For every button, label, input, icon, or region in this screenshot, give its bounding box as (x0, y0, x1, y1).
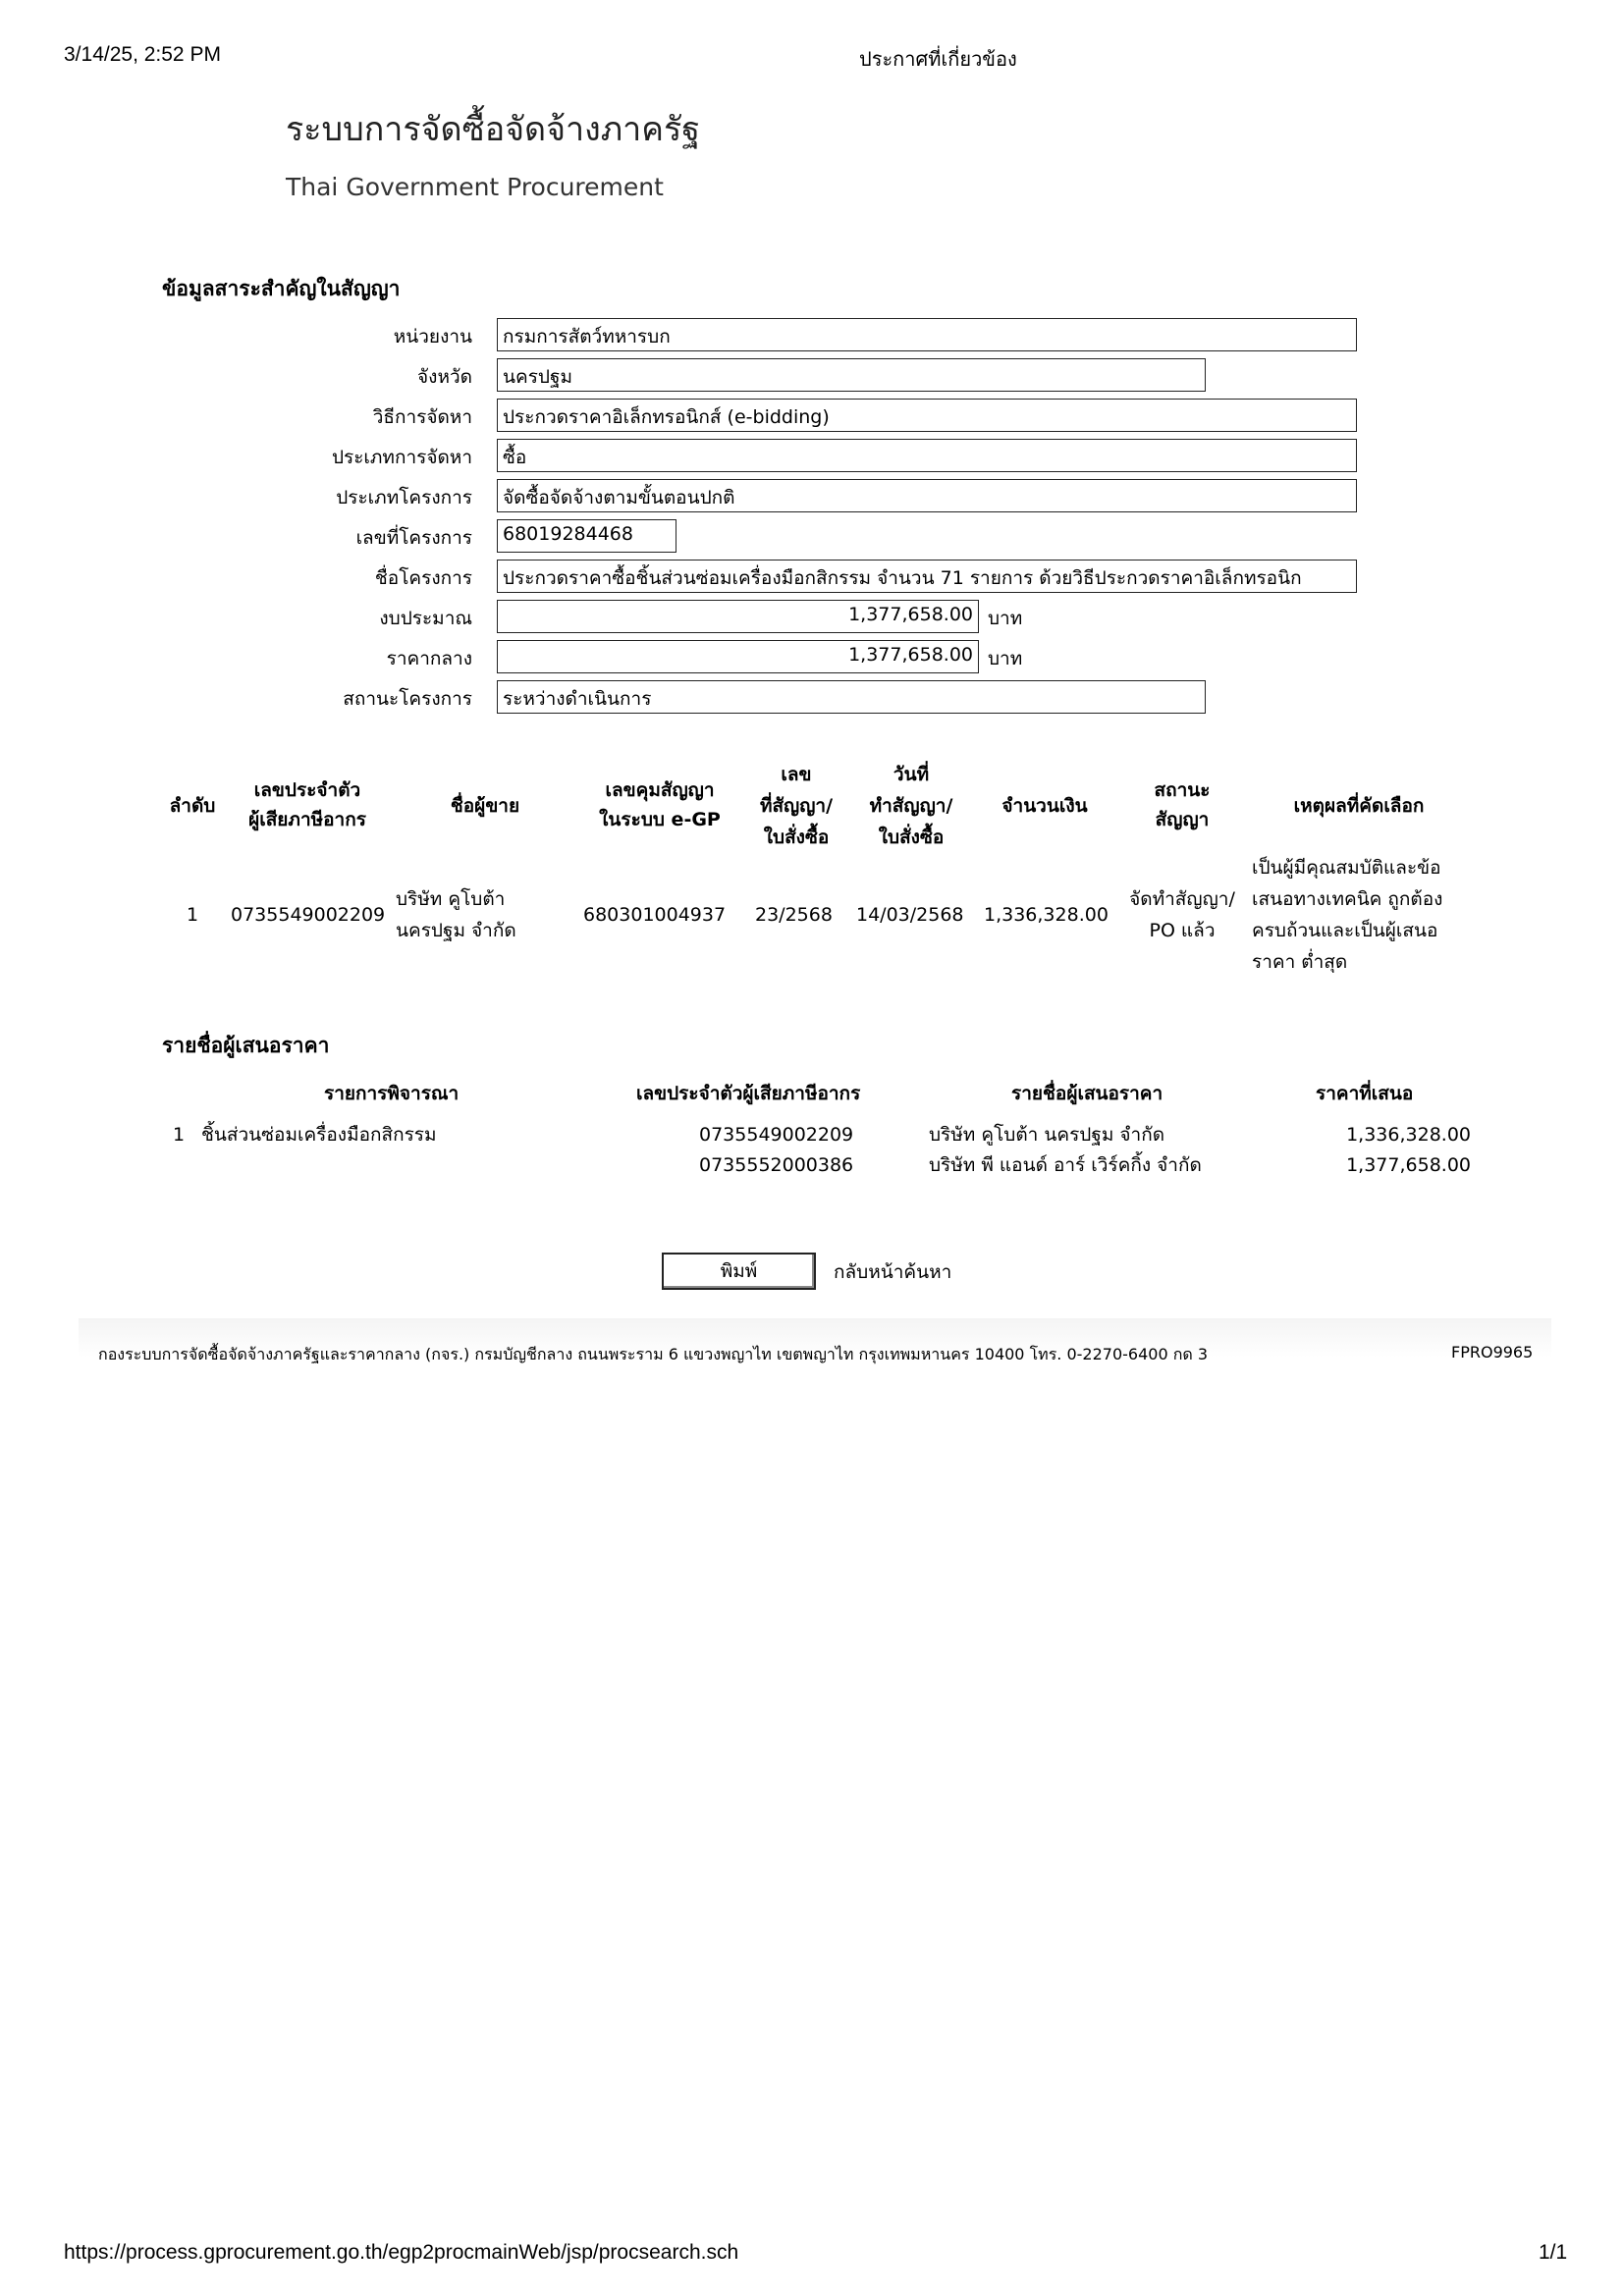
median-price-field: 1,377,658.00 (497, 640, 979, 673)
row-status (0, 680, 1623, 714)
bid-item-seq: 1 (173, 1124, 186, 1146)
row-proc-type (0, 439, 1623, 472)
cell-egp-no: 680301004937 (583, 904, 727, 926)
th-date-1: วันที่ (893, 764, 930, 785)
cell-reason-3: ครบถ้วนและเป็นผู้เสนอ (1252, 920, 1438, 941)
bid-tax-id: 0735552000386 (699, 1154, 854, 1176)
cell-status-2: PO แล้ว (1149, 920, 1216, 941)
cell-reason-4: ราคา ต่ำสุด (1252, 951, 1348, 973)
th-date-3: ใบสั่งซื้อ (878, 827, 945, 848)
brand-title-th: ระบบการจัดซื้อจัดจ้างภาครัฐ (286, 110, 701, 149)
agency-label: หน่วยงาน (393, 326, 472, 347)
method-field: ประกวดราคาอิเล็กทรอนิกส์ (e-bidding) (497, 399, 1357, 432)
proc-type-field: ซื้อ (497, 439, 1357, 472)
th-seq: ลำดับ (169, 795, 216, 817)
cell-date: 14/03/2568 (856, 904, 964, 926)
cell-tax-id: 0735549002209 (231, 904, 386, 926)
bid-tax-id: 0735549002209 (699, 1124, 854, 1146)
row-project-name (0, 560, 1623, 593)
footer-code: FPRO9965 (1451, 1343, 1534, 1362)
th-bid-price: ราคาที่เสนอ (1316, 1083, 1414, 1104)
median-price-unit: บาท (988, 648, 1023, 669)
bid-price: 1,336,328.00 (1346, 1124, 1471, 1146)
cell-status-1: จัดทำสัญญา/ (1129, 888, 1235, 910)
cell-reason-1: เป็นผู้มีคุณสมบัติและข้อ (1252, 857, 1441, 879)
bid-name: บริษัท พี แอนด์ อาร์ เวิร์คกิ้ง จำกัด (929, 1154, 1202, 1176)
bid-name: บริษัท คูโบต้า นครปฐม จำกัด (929, 1124, 1165, 1146)
print-page-title: ประกาศที่เกี่ยวข้อง (859, 47, 1017, 71)
th-status-2: สัญญา (1155, 809, 1210, 830)
footer-text: กองระบบการจัดซื้อจัดจ้างภาครัฐและราคากลาง (กจร.) กรมบัญชีกลาง ถนนพระราม 6 แขวงพญาไท เขตพญาไท กรุงเทพมหานคร 10400 โทร. 0-2270-6400 กด 3 (98, 1345, 1209, 1363)
province-field: นครปฐม (497, 358, 1206, 392)
th-status-1: สถานะ (1154, 779, 1211, 801)
print-button[interactable]: พิมพ์ (662, 1253, 816, 1290)
th-seller: ชื่อผู้ขาย (450, 795, 520, 817)
th-contract-no-3: ใบสั่งซื้อ (763, 827, 830, 848)
th-amount: จำนวนเงิน (1001, 795, 1088, 817)
cell-seq: 1 (186, 904, 199, 926)
budget-label: งบประมาณ (379, 608, 472, 629)
th-tax-id-1: เลขประจำตัว (253, 779, 361, 801)
row-agency (0, 318, 1623, 351)
cell-reason-2: เสนอทางเทคนิค ถูกต้อง (1252, 888, 1443, 910)
print-datetime: 3/14/25, 2:52 PM (64, 43, 221, 66)
project-name-label: ชื่อโครงการ (374, 567, 472, 589)
median-price-label: ราคากลาง (386, 648, 472, 669)
th-bid-tax-id: เลขประจำตัวผู้เสียภาษีอากร (636, 1083, 861, 1104)
th-contract-no-2: ที่สัญญา/ (759, 795, 834, 817)
print-url: https://process.gprocurement.go.th/egp2procmainWeb/jsp/procsearch.sch (64, 2241, 739, 2264)
bid-price: 1,377,658.00 (1346, 1154, 1471, 1176)
back-to-search-link[interactable]: กลับหน้าค้นหา (834, 1261, 952, 1283)
project-no-field: 68019284468 (497, 519, 676, 553)
row-project-type (0, 479, 1623, 512)
project-name-field: ประกวดราคาซื้อชิ้นส่วนซ่อมเครื่องมือกสิกรรม จำนวน 71 รายการ ด้วยวิธีประกวดราคาอิเล็กทรอนิก (497, 560, 1357, 593)
row-province (0, 358, 1623, 392)
status-label: สถานะโครงการ (343, 688, 472, 710)
row-project-no (0, 519, 1623, 553)
cell-seller-1: บริษัท คูโบต้า (396, 888, 506, 910)
status-field: ระหว่างดำเนินการ (497, 680, 1206, 714)
th-contract-no-1: เลข (781, 764, 812, 785)
brand-title-en: Thai Government Procurement (286, 173, 664, 201)
th-bid-item: รายการพิจารณา (324, 1083, 460, 1104)
budget-unit: บาท (988, 608, 1023, 629)
th-tax-id-2: ผู้เสียภาษีอากร (248, 809, 366, 830)
project-type-label: ประเภทโครงการ (336, 487, 472, 508)
row-method (0, 399, 1623, 432)
project-no-label: เลขที่โครงการ (355, 527, 472, 549)
cell-seller-2: นครปฐม จำกัด (396, 920, 516, 941)
proc-type-label: ประเภทการจัดหา (331, 447, 472, 468)
contract-info-heading: ข้อมูลสาระสำคัญในสัญญา (162, 277, 401, 300)
row-median-price (0, 640, 1623, 673)
th-date-2: ทำสัญญา/ (869, 795, 953, 817)
th-reason: เหตุผลที่คัดเลือก (1293, 795, 1425, 817)
budget-field: 1,377,658.00 (497, 600, 979, 633)
agency-field: กรมการสัตว์ทหารบก (497, 318, 1357, 351)
th-egp-1: เลขคุมสัญญา (605, 779, 715, 801)
method-label: วิธีการจัดหา (372, 406, 472, 428)
th-bid-name: รายชื่อผู้เสนอราคา (1011, 1083, 1163, 1104)
province-label: จังหวัด (417, 366, 472, 388)
row-budget (0, 600, 1623, 633)
bidders-heading: รายชื่อผู้เสนอราคา (162, 1034, 330, 1057)
cell-contract-no: 23/2568 (755, 904, 833, 926)
print-page-number: 1/1 (1539, 2241, 1568, 2264)
project-type-field: จัดซื้อจัดจ้างตามขั้นตอนปกติ (497, 479, 1357, 512)
bid-item-name: ชิ้นส่วนซ่อมเครื่องมือกสิกรรม (201, 1124, 437, 1146)
th-egp-2: ในระบบ e-GP (599, 809, 721, 830)
cell-amount: 1,336,328.00 (984, 904, 1109, 926)
